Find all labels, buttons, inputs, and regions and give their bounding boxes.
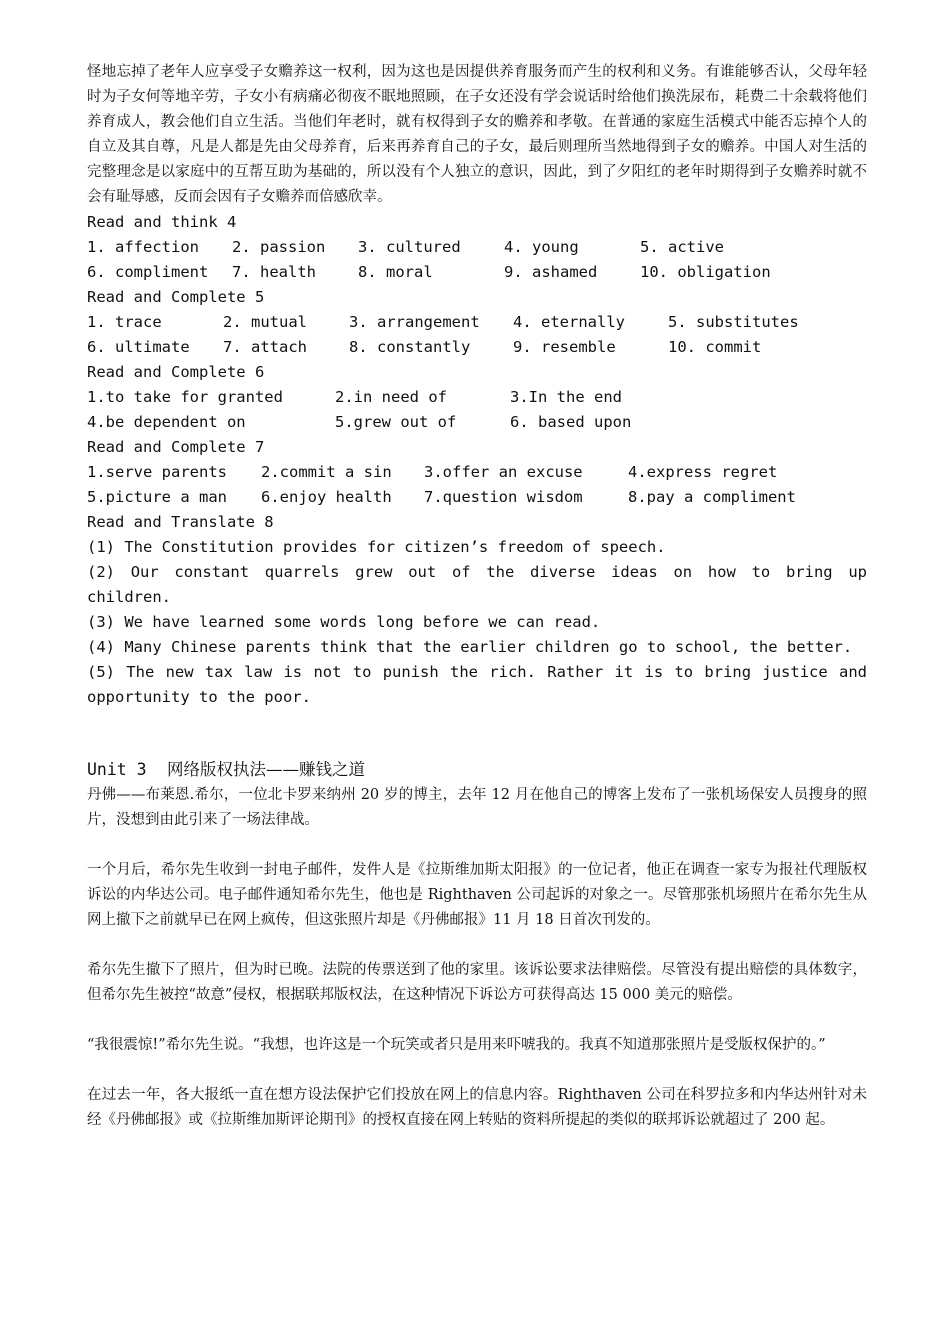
spacer bbox=[87, 710, 867, 757]
answer-item: 4. young bbox=[504, 238, 579, 256]
answer-item: 2. passion bbox=[232, 238, 326, 256]
section-read-and-complete-6 bbox=[87, 360, 867, 435]
answer-item: 7. health bbox=[232, 263, 316, 281]
answer-row bbox=[87, 235, 867, 260]
answer-item: 9. ashamed bbox=[504, 263, 598, 281]
section-read-and-translate-8 bbox=[87, 510, 867, 710]
section-title: Read and Complete 5 bbox=[87, 288, 265, 306]
answer-item: 7.question wisdom bbox=[424, 488, 583, 506]
spacer bbox=[87, 833, 867, 858]
article-paragraph: “我很震惊!”希尔先生说。“我想，也许这是一个玩笑或者只是用来吓唬我的。我真不知道那张照片是受版权保护的。” bbox=[87, 1037, 826, 1053]
translation-item: (1) The Constitution provides for citizen’s freedom of speech. bbox=[87, 538, 666, 556]
article-paragraph: 丹佛——布莱恩.希尔，一位北卡罗来纳州 20 岁的博主，去年 12 月在他自己的博客上发布了一张机场保安人员搜身的照片，没想到由此引来了一场法律战。 bbox=[87, 787, 867, 828]
answer-item: 6. compliment bbox=[87, 263, 209, 281]
unit-title: 网络版权执法——赚钱之道 bbox=[167, 760, 365, 779]
article-paragraph: 一个月后，希尔先生收到一封电子邮件，发件人是《拉斯维加斯太阳报》的一位记者，他正在调查一家专为报社代理版权诉讼的内华达公司。电子邮件通知希尔先生，他也是 Righthaven 公司起诉的对象之一。尽管那张机场照片在希尔先生从网上撤下之前就早已在网上疯传，但这张照片却是《丹佛邮报》11 月 18 日首次刊发的。 bbox=[87, 862, 867, 928]
intro-paragraph: 怪地忘掉了老年人应享受子女赡养这一权利，因为这也是因提供养育服务而产生的权利和义务。有谁能够否认，父母年轻时为子女何等地辛劳，子女小有病痛必彻夜不眠地照顾，在子女还没有学会说话时给他们换洗尿布，耗费二十余载将他们养育成人，教会他们自立生活。当他们年老时，就有权得到子女的赡养和孝敬。在普通的家庭生活模式中能否忘掉个人的自立及其自尊，凡是人都是先由父母养育，后来再养育自己的子女，最后则理所当然地得到子女的赡养。中国人对生活的完整理念是以家庭中的互帮互助为基础的，所以没有个人独立的意识，因此，到了夕阳红的老年时期得到子女赡养时就不会有耻辱感，反而会因有子女赡养而倍感欣幸。 bbox=[87, 64, 867, 205]
answer-item: 1. trace bbox=[87, 313, 162, 331]
answer-row bbox=[87, 410, 867, 435]
section-title: Read and Complete 6 bbox=[87, 363, 265, 381]
translation-item: (4) Many Chinese parents think that the earlier children go to school, the better. bbox=[87, 638, 853, 656]
section-title: Read and think 4 bbox=[87, 213, 237, 231]
answer-item: 2.commit a sin bbox=[261, 463, 392, 481]
translation-item: (3) We have learned some words long before we can read. bbox=[87, 613, 601, 631]
answer-row bbox=[87, 310, 867, 335]
article-paragraph: 在过去一年，各大报纸一直在想方设法保护它们投放在网上的信息内容。Righthaven 公司在科罗拉多和内华达州针对未经《丹佛邮报》或《拉斯维加斯评论期刊》的授权直接在网上转贴的资料所提起的类似的联邦诉讼就超过了 200 起。 bbox=[87, 1087, 867, 1128]
answer-row bbox=[87, 260, 867, 285]
answer-item: 8. moral bbox=[358, 263, 433, 281]
answer-item: 9. resemble bbox=[513, 338, 616, 356]
answer-item: 4. eternally bbox=[513, 313, 625, 331]
answer-item: 5. active bbox=[640, 238, 724, 256]
section-read-and-complete-7 bbox=[87, 435, 867, 510]
answer-item: 6. ultimate bbox=[87, 338, 190, 356]
article-paragraph: 希尔先生撤下了照片，但为时已晚。法院的传票送到了他的家里。该诉讼要求法律赔偿。尽管没有提出赔偿的具体数字，但希尔先生被控“故意”侵权，根据联邦版权法，在这种情况下诉讼方可获得高达 15 000 美元的赔偿。 bbox=[87, 962, 867, 1003]
answer-item: 3. arrangement bbox=[349, 313, 480, 331]
answer-item: 10. commit bbox=[668, 338, 762, 356]
translation-item: (2) Our constant quarrels grew out of the diverse ideas on how to bring up children. bbox=[87, 563, 867, 606]
section-read-and-complete-5 bbox=[87, 285, 867, 360]
answer-item: 5.grew out of bbox=[335, 413, 457, 431]
answer-row bbox=[87, 460, 867, 485]
answer-item: 2.in need of bbox=[335, 388, 447, 406]
answer-item: 7. attach bbox=[223, 338, 307, 356]
answer-item: 5. substitutes bbox=[668, 313, 799, 331]
unit-heading bbox=[87, 757, 867, 783]
answer-item: 3.offer an excuse bbox=[424, 463, 583, 481]
answer-item: 2. mutual bbox=[223, 313, 307, 331]
answer-item: 6.enjoy health bbox=[261, 488, 392, 506]
answer-row bbox=[87, 335, 867, 360]
answer-item: 8.pay a compliment bbox=[628, 488, 796, 506]
answer-item: 5.picture a man bbox=[87, 488, 227, 506]
answer-row bbox=[87, 485, 867, 510]
answer-item: 6. based upon bbox=[510, 413, 632, 431]
answer-item: 8. constantly bbox=[349, 338, 471, 356]
answer-item: 3.In the end bbox=[510, 388, 622, 406]
section-title: Read and Complete 7 bbox=[87, 438, 265, 456]
unit-number: Unit 3 bbox=[87, 760, 147, 779]
spacer bbox=[87, 1058, 867, 1083]
section-title: Read and Translate 8 bbox=[87, 513, 274, 531]
answer-item: 1.serve parents bbox=[87, 463, 227, 481]
document-page bbox=[87, 60, 867, 1133]
answer-item: 4.be dependent on bbox=[87, 413, 246, 431]
answer-row bbox=[87, 385, 867, 410]
translation-item: (5) The new tax law is not to punish the rich. Rather it is to bring justice and opportunity to the poor. bbox=[87, 663, 867, 706]
answer-item: 1. affection bbox=[87, 238, 199, 256]
spacer bbox=[87, 933, 867, 958]
answer-item: 3. cultured bbox=[358, 238, 461, 256]
answer-item: 10. obligation bbox=[640, 263, 771, 281]
answer-item: 1.to take for granted bbox=[87, 388, 283, 406]
answer-item: 4.express regret bbox=[628, 463, 778, 481]
spacer bbox=[87, 1008, 867, 1033]
section-read-and-think-4 bbox=[87, 210, 867, 285]
